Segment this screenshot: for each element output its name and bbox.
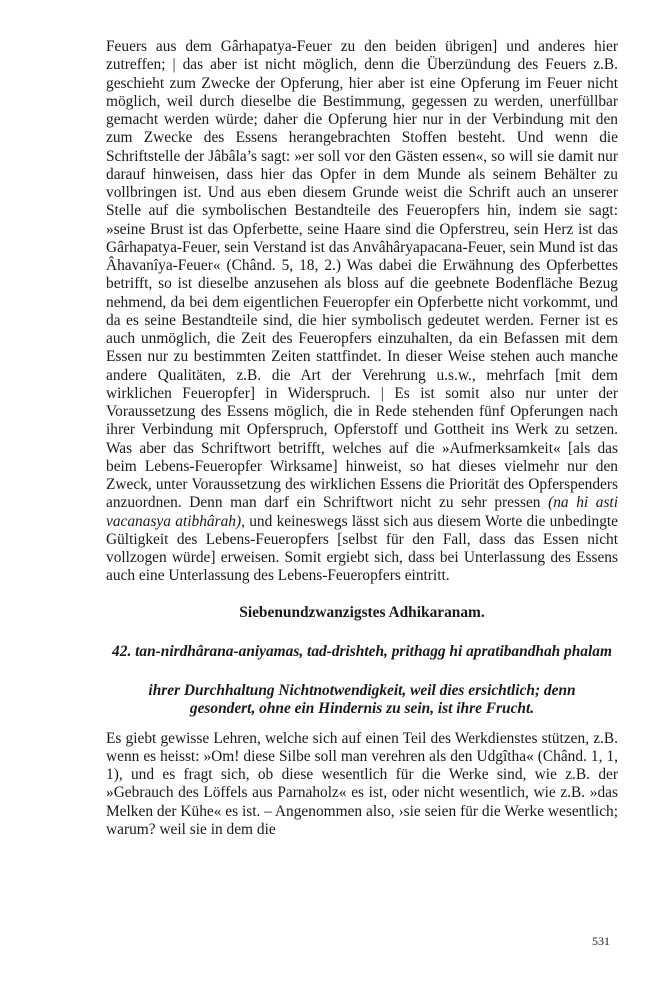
sanskrit-phrase: (na hi asti vacanasya atibhârah), — [106, 494, 618, 530]
sutra-verse: 42. tan-nirdhârana-aniyamas, tad-drishteh, prithagg hi apratibandhah phalam — [112, 642, 612, 660]
paragraph-text: Feuers aus dem Gârhapatya-Feuer zu den beiden übrigen] und anderes hier zutreffen; | das aber ist nicht möglich, denn die Überzündung des Feuers z.B. geschieht zum Zwecke der Opferung, hier aber ist eine Opferung im Feuer nicht möglich, weil durch dieselbe die Bestimmung, gegessen zu werden, unerfüllbar gemacht werden würde; daher die Opferung hier nur in der Verbindung mit den zum Zwecke des Essens herangebrachten Stoffen besteht. Und wenn die Schriftstelle der Jâbâla’s sagt: »er soll vor den Gästen essen«, so will sie damit nur darauf hinweisen, dass hier das Opfer in dem Munde als seinem Behälter zu vollbringen ist. Und aus eben diesem Grunde weist die Schrift auch an unserer Stelle auf die symbolischen Bestandteile des Feueropfers hin, indem sie sagt: »seine Brust ist das Opferbette, seine Haare sind die Opferstreu, sein Herz ist das Gârhapatya-Feuer, sein Verstand ist das Anvâhâryapacana-Feuer, sein Mund ist das Âhavanîya-Feuer« (Chând. 5, 18, 2.) Was dabei die Erwähnung des Opferbettes betrifft, so ist dieselbe anzusehen als bloss auf die geebnete Bodenfläche Bezug nehmend, da bei dem eigentlichen Feueropfer ein Opferbette nicht vorkommt, und da es seine Bestandteile sind, die hier symbolisch gedeutet werden. Ferner ist es auch unmöglich, die Zeit des Feueropfers einzuhalten, da ein Befassen mit dem Essen nur zu bestimmten Zeiten stattfindet. In dieser Weise stehen auch manche andere Qualitäten, z.B. die Art der Verehrung u.s.w., mehrfach [mit dem wirklichen Feueropfer] in Widerspruch. | Es ist somit also nur unter der Voraussetzung des Essens möglich, die in Rede stehenden fünf Opferungen nach ihrer Verbindung mit Opferspruch, Opferstoff und Gottheit ins Werk zu setzen. Was aber das Schriftwort betrifft, welches auf die »Aufmerksamkeit« [als das beim Lebens-Feueropfer Wirksame] hinweist, so hat dieses vielmehr nur den Zweck, unter Voraussetzung des wirklichen Essens die Priorität des Opferspenders anzuordnen. Denn man darf ein Schriftwort nicht zu sehr pressen — [106, 38, 618, 512]
body-paragraph — [106, 38, 618, 586]
paragraph-text-continued: und keineswegs lässt sich aus diesem Worte die unbedingte Gültigkeit des Lebens-Feueropfers [selbst für den Fall, dass das Essen nicht vollzogen würde] erweisen. Somit ergiebt sich, dass bei Unterlassung des Essens auch eine Unterlassung des Lebens-Feueropfers eintritt. — [106, 512, 618, 585]
page-number: 531 — [592, 934, 610, 948]
sutra-translation: ihrer Durchhaltung Nichtnotwendigkeit, weil dies ersichtlich; denn gesondert, ohne ein Hindernis zu sein, ist ihre Frucht. — [148, 682, 576, 718]
commentary-paragraph: Es giebt gewisse Lehren, welche sich auf einen Teil des Werkdienstes stützen, z.B. wenn es heisst: »Om! diese Silbe soll man verehren als den Udgîtha« (Chând. 1, 1, 1), und es fragt sich, ob diese wesentlich für die Werke sind, wie z.B. der »Gebrauch des Löffels aus Parnaholz« es ist, oder nicht wesentlich, wie z.B. »das Melken der Kühe« es ist. – Angenommen also, ›sie seien für die Werke wesentlich; warum? weil sie in dem die — [106, 729, 618, 838]
section-heading: Siebenundzwanzigstes Adhikaranam. — [239, 603, 485, 621]
page-text — [106, 38, 618, 839]
